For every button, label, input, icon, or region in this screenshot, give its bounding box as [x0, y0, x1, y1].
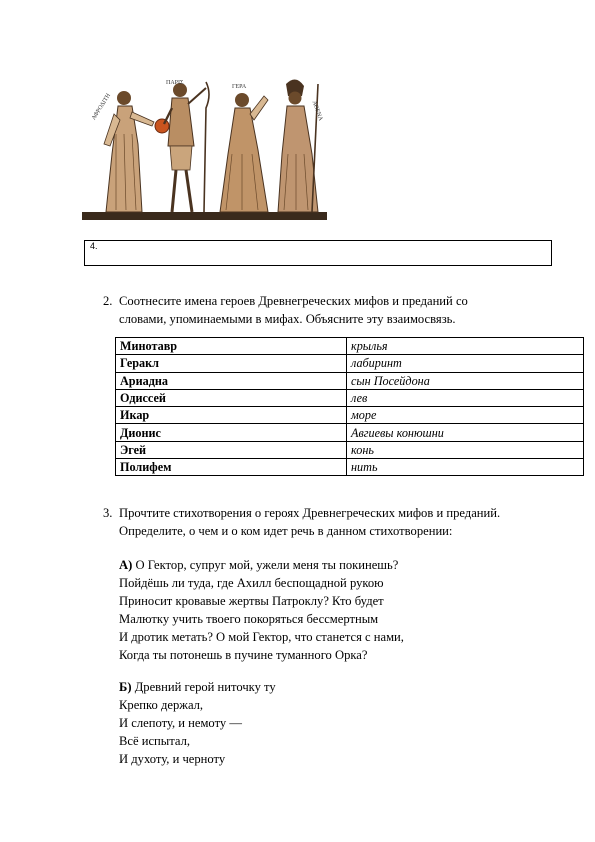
poem-line: Когда ты потонешь в пучине туманного Орка? [119, 648, 368, 662]
apple [155, 119, 169, 133]
question-2 [103, 292, 468, 328]
poem-line: Крепко держал, [119, 698, 204, 712]
myth-word: лабиринт [347, 355, 584, 372]
myth-word: море [347, 407, 584, 424]
poem-line: Пойдёшь ли туда, где Ахилл беспощадной рукою [119, 576, 384, 590]
answer-box[interactable] [84, 240, 552, 266]
figure-athena [278, 79, 318, 212]
myth-word: Авгиевы конюшни [347, 424, 584, 441]
myth-word: лев [347, 389, 584, 406]
label-paris: ΠΑΡΙΣ [166, 80, 184, 86]
matching-table [115, 337, 584, 476]
poem-line: Всё испытал, [119, 734, 191, 748]
hero-name: Одиссей [116, 389, 347, 406]
question-3-number: 3. [103, 506, 113, 520]
question-2-number: 2. [103, 294, 113, 308]
poem-line: Малютку учить твоего покоряться бессмертным [119, 612, 379, 626]
myth-word: крылья [347, 338, 584, 355]
table-row [116, 459, 584, 476]
table-row [116, 338, 584, 355]
myth-word: сын Посейдона [347, 372, 584, 389]
poem-b [119, 678, 276, 768]
question-3 [103, 504, 501, 540]
table-row [116, 407, 584, 424]
poem-b-marker: Б) [119, 680, 132, 694]
poem-line: Приносит кровавые жертвы Патроклу? Кто будет [119, 594, 384, 608]
table-row [116, 441, 584, 458]
myth-word: нить [347, 459, 584, 476]
figure-hera [220, 93, 268, 212]
question-3-line-1: Прочтите стихотворения о героях Древнегреческих мифов и преданий. [119, 506, 501, 520]
hero-name: Эгей [116, 441, 347, 458]
label-athena: ΑΘΕΝΑ [310, 100, 324, 122]
poem-a-marker: А) [119, 558, 133, 572]
table-row [116, 372, 584, 389]
hero-name: Полифем [116, 459, 347, 476]
question-2-line-2: словами, упоминаемыми в мифах. Объясните эту взаимосвязь. [119, 312, 456, 326]
hero-name: Минотавр [116, 338, 347, 355]
poem-line: И слепоту, и немоту — [119, 716, 242, 730]
poem-line: И дротик метать? О мой Гектор, что станется с нами, [119, 630, 404, 644]
question-3-line-2: Определите, о чем и о ком идет речь в данном стихотворении: [119, 524, 453, 538]
hero-name: Дионис [116, 424, 347, 441]
hero-name: Икар [116, 407, 347, 424]
myth-word: конь [347, 441, 584, 458]
answer-number: 4. [90, 241, 98, 251]
hero-name: Геракл [116, 355, 347, 372]
table-row [116, 389, 584, 406]
poem-line: И духоту, и черноту [119, 752, 226, 766]
hero-name: Ариадна [116, 372, 347, 389]
label-aphrodite: ΑΦΡΟΔΙΤΗ [91, 92, 113, 122]
figure-paris [164, 82, 209, 212]
figure-aphrodite [104, 91, 154, 212]
poem-line: Древний герой ниточку ту [134, 680, 276, 694]
question-2-line-1: Соотнесите имена героев Древнегреческих мифов и преданий со [119, 294, 468, 308]
table-row [116, 355, 584, 372]
table-row [116, 424, 584, 441]
greek-figures-illustration [82, 74, 327, 220]
label-hera: ΓΕΡΑ [232, 84, 247, 90]
poem-a [119, 556, 404, 664]
poem-line: О Гектор, супруг мой, ужели меня ты покинешь? [135, 558, 399, 572]
